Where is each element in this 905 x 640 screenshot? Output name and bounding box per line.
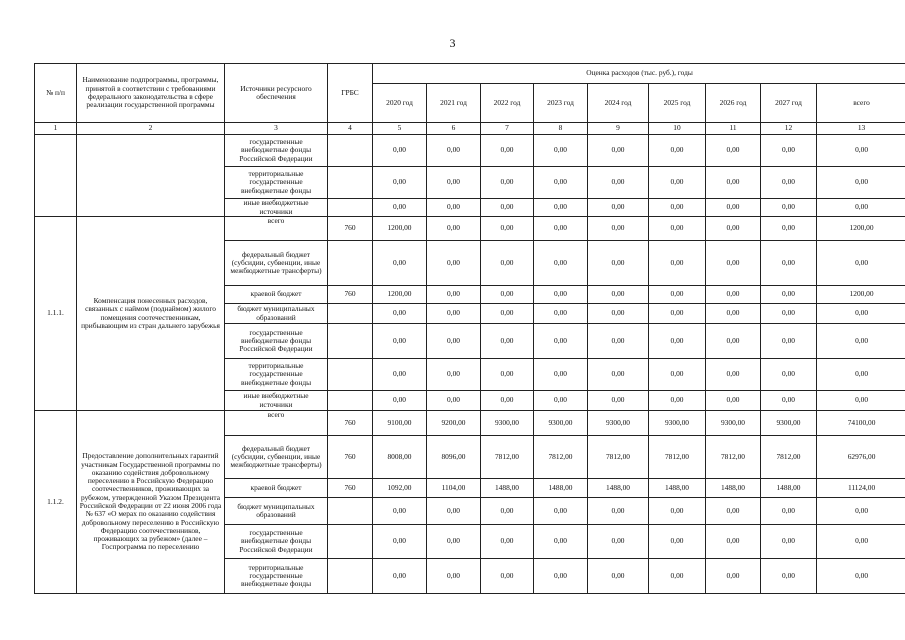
year-value: 0,00 xyxy=(427,167,481,199)
row-name: Компенсация понесенных расходов, связанных с наймом (поднаймом) жилого помещения соотечественникам, прибывающим из стран дальнего зарубежья xyxy=(77,217,225,411)
total-value: 0,00 xyxy=(817,525,905,559)
year-value: 0,00 xyxy=(534,217,588,241)
grbs-code xyxy=(328,498,373,525)
year-value: 0,00 xyxy=(427,304,481,324)
year-value: 0,00 xyxy=(534,167,588,199)
year-value: 0,00 xyxy=(588,304,649,324)
funding-source: краевой бюджет xyxy=(225,286,328,304)
year-value: 0,00 xyxy=(427,391,481,411)
column-number: 8 xyxy=(534,123,588,135)
grbs-code: 760 xyxy=(328,411,373,436)
year-value: 0,00 xyxy=(649,391,706,411)
year-value: 0,00 xyxy=(427,217,481,241)
year-value: 0,00 xyxy=(481,304,534,324)
year-value: 0,00 xyxy=(588,199,649,217)
column-number: 7 xyxy=(481,123,534,135)
year-value: 0,00 xyxy=(427,241,481,286)
funding-source: бюджет муниципальных образований xyxy=(225,498,328,525)
header-year: 2027 год xyxy=(761,84,817,123)
year-value: 0,00 xyxy=(706,559,761,594)
grbs-code: 760 xyxy=(328,286,373,304)
year-value: 7812,00 xyxy=(706,436,761,479)
grbs-code: 760 xyxy=(328,479,373,498)
budget-table xyxy=(34,63,905,594)
table-row xyxy=(35,411,905,436)
total-value: 74100,00 xyxy=(817,411,905,436)
year-value: 0,00 xyxy=(649,359,706,391)
year-value: 0,00 xyxy=(649,304,706,324)
year-value: 0,00 xyxy=(761,525,817,559)
year-value: 0,00 xyxy=(427,135,481,167)
row-number: 1.1.2. xyxy=(35,411,77,594)
year-value: 0,00 xyxy=(373,199,427,217)
year-value: 0,00 xyxy=(761,359,817,391)
total-value: 0,00 xyxy=(817,498,905,525)
funding-source: федеральный бюджет (субсидии, субвенции, иные межбюджетные трансферты) xyxy=(225,436,328,479)
year-value: 7812,00 xyxy=(649,436,706,479)
year-value: 0,00 xyxy=(427,286,481,304)
header-name: Наименование подпрограммы, программы, принятой в соответствии с требованиями федерального законодательства в сфере реализации государственной программы xyxy=(77,64,225,123)
year-value: 1488,00 xyxy=(761,479,817,498)
header-year: 2026 год xyxy=(706,84,761,123)
year-value: 0,00 xyxy=(588,559,649,594)
column-number: 5 xyxy=(373,123,427,135)
year-value: 9300,00 xyxy=(588,411,649,436)
grbs-code xyxy=(328,359,373,391)
column-number: 2 xyxy=(77,123,225,135)
funding-source: территориальные государственные внебюджетные фонды xyxy=(225,359,328,391)
year-value: 0,00 xyxy=(706,304,761,324)
funding-source: иные внебюджетные источники xyxy=(225,391,328,411)
year-value: 0,00 xyxy=(761,559,817,594)
year-value: 0,00 xyxy=(706,199,761,217)
year-value: 0,00 xyxy=(761,135,817,167)
year-value: 0,00 xyxy=(761,286,817,304)
year-value: 0,00 xyxy=(588,241,649,286)
table-row xyxy=(35,135,905,167)
year-value: 0,00 xyxy=(481,359,534,391)
year-value: 0,00 xyxy=(373,498,427,525)
row-number: 1.1.1. xyxy=(35,217,77,411)
year-value: 1488,00 xyxy=(649,479,706,498)
grbs-code: 760 xyxy=(328,217,373,241)
column-number: 11 xyxy=(706,123,761,135)
year-value: 0,00 xyxy=(481,525,534,559)
year-value: 0,00 xyxy=(761,241,817,286)
total-value: 0,00 xyxy=(817,167,905,199)
year-value: 0,00 xyxy=(534,324,588,359)
header-row-top xyxy=(35,64,905,84)
column-number: 4 xyxy=(328,123,373,135)
total-value: 0,00 xyxy=(817,359,905,391)
year-value: 0,00 xyxy=(761,167,817,199)
year-value: 9100,00 xyxy=(373,411,427,436)
year-value: 0,00 xyxy=(649,525,706,559)
year-value: 0,00 xyxy=(761,217,817,241)
grbs-code xyxy=(328,241,373,286)
header-year: 2025 год xyxy=(649,84,706,123)
year-value: 0,00 xyxy=(761,324,817,359)
year-value: 0,00 xyxy=(534,135,588,167)
table-body xyxy=(35,135,905,594)
grbs-code: 760 xyxy=(328,436,373,479)
year-value: 9300,00 xyxy=(706,411,761,436)
year-value: 0,00 xyxy=(373,167,427,199)
year-value: 9300,00 xyxy=(761,411,817,436)
funding-source: государственные внебюджетные фонды Российской Федерации xyxy=(225,525,328,559)
year-value: 0,00 xyxy=(373,304,427,324)
year-value: 0,00 xyxy=(481,217,534,241)
year-value: 7812,00 xyxy=(588,436,649,479)
column-number: 1 xyxy=(35,123,77,135)
page-number: 3 xyxy=(449,36,456,50)
year-value: 0,00 xyxy=(481,167,534,199)
year-value: 0,00 xyxy=(761,304,817,324)
header-estimate: Оценка расходов (тыс. руб.), годы xyxy=(373,64,905,84)
year-value: 0,00 xyxy=(373,135,427,167)
year-value: 0,00 xyxy=(588,167,649,199)
grbs-code xyxy=(328,167,373,199)
column-number-row xyxy=(35,123,905,135)
year-value: 7812,00 xyxy=(761,436,817,479)
year-value: 0,00 xyxy=(427,525,481,559)
grbs-code xyxy=(328,324,373,359)
year-value: 0,00 xyxy=(706,286,761,304)
year-value: 0,00 xyxy=(534,199,588,217)
year-value: 1488,00 xyxy=(588,479,649,498)
year-value: 9200,00 xyxy=(427,411,481,436)
header-year: 2023 год xyxy=(534,84,588,123)
year-value: 0,00 xyxy=(706,359,761,391)
year-value: 0,00 xyxy=(649,498,706,525)
header-num: № п/п xyxy=(35,64,77,123)
year-value: 9300,00 xyxy=(534,411,588,436)
funding-source: иные внебюджетные источники xyxy=(225,199,328,217)
funding-source: краевой бюджет xyxy=(225,479,328,498)
year-value: 0,00 xyxy=(649,135,706,167)
year-value: 0,00 xyxy=(427,199,481,217)
year-value: 8096,00 xyxy=(427,436,481,479)
header-grbs: ГРБС xyxy=(328,64,373,123)
year-value: 0,00 xyxy=(534,304,588,324)
year-value: 0,00 xyxy=(588,391,649,411)
year-value: 0,00 xyxy=(588,286,649,304)
total-value: 0,00 xyxy=(817,324,905,359)
year-value: 0,00 xyxy=(706,135,761,167)
grbs-code xyxy=(328,559,373,594)
year-value: 0,00 xyxy=(706,391,761,411)
year-value: 1200,00 xyxy=(373,217,427,241)
year-value: 0,00 xyxy=(481,498,534,525)
year-value: 0,00 xyxy=(481,559,534,594)
year-value: 0,00 xyxy=(373,559,427,594)
column-number: 3 xyxy=(225,123,328,135)
year-value: 9300,00 xyxy=(481,411,534,436)
year-value: 0,00 xyxy=(534,525,588,559)
funding-source: всего xyxy=(225,217,328,241)
year-value: 0,00 xyxy=(706,167,761,199)
year-value: 0,00 xyxy=(649,217,706,241)
year-value: 0,00 xyxy=(481,391,534,411)
year-value: 7812,00 xyxy=(481,436,534,479)
year-value: 0,00 xyxy=(481,324,534,359)
year-value: 1488,00 xyxy=(706,479,761,498)
total-value: 0,00 xyxy=(817,391,905,411)
row-name: Предоставление дополнительных гарантий участникам Государственной программы по оказанию содействия добровольному переселению в Российскую Федерацию соотечественников, проживающих за рубежом, утвержденной Указом Президента Российской Федерации от 22 июня 2006 года № 637 «О мерах по оказанию содействия добровольному переселению в Российскую Федерацию соотечественников, проживающих за рубежом» (далее – Госпрограмма по переселению xyxy=(77,411,225,594)
year-value: 0,00 xyxy=(706,525,761,559)
funding-source: территориальные государственные внебюджетные фонды xyxy=(225,559,328,594)
year-value: 0,00 xyxy=(649,199,706,217)
column-number: 12 xyxy=(761,123,817,135)
year-value: 0,00 xyxy=(373,241,427,286)
column-number: 6 xyxy=(427,123,481,135)
year-value: 0,00 xyxy=(534,359,588,391)
year-value: 1488,00 xyxy=(534,479,588,498)
column-number: 9 xyxy=(588,123,649,135)
year-value: 0,00 xyxy=(481,286,534,304)
funding-source: бюджет муниципальных образований xyxy=(225,304,328,324)
year-value: 0,00 xyxy=(649,324,706,359)
year-value: 0,00 xyxy=(534,286,588,304)
total-value: 0,00 xyxy=(817,241,905,286)
grbs-code xyxy=(328,525,373,559)
year-value: 0,00 xyxy=(534,559,588,594)
year-value: 0,00 xyxy=(588,359,649,391)
grbs-code xyxy=(328,391,373,411)
header-year: 2024 год xyxy=(588,84,649,123)
year-value: 0,00 xyxy=(427,324,481,359)
year-value: 0,00 xyxy=(427,359,481,391)
year-value: 1488,00 xyxy=(481,479,534,498)
year-value: 0,00 xyxy=(481,135,534,167)
year-value: 0,00 xyxy=(761,391,817,411)
year-value: 8008,00 xyxy=(373,436,427,479)
year-value: 0,00 xyxy=(706,498,761,525)
year-value: 0,00 xyxy=(373,324,427,359)
total-value: 62976,00 xyxy=(817,436,905,479)
year-value: 0,00 xyxy=(373,359,427,391)
grbs-code xyxy=(328,135,373,167)
total-value: 0,00 xyxy=(817,135,905,167)
header-total: всего xyxy=(817,84,905,123)
year-value: 0,00 xyxy=(481,241,534,286)
year-value: 0,00 xyxy=(588,135,649,167)
year-value: 0,00 xyxy=(649,559,706,594)
year-value: 0,00 xyxy=(534,498,588,525)
total-value: 0,00 xyxy=(817,304,905,324)
year-value: 7812,00 xyxy=(534,436,588,479)
total-value: 1200,00 xyxy=(817,217,905,241)
funding-source: всего xyxy=(225,411,328,436)
column-number: 13 xyxy=(817,123,905,135)
funding-source: федеральный бюджет (субсидии, субвенции, иные межбюджетные трансферты) xyxy=(225,241,328,286)
row-number xyxy=(35,135,77,217)
column-number: 10 xyxy=(649,123,706,135)
funding-source: государственные внебюджетные фонды Российской Федерации xyxy=(225,135,328,167)
grbs-code xyxy=(328,199,373,217)
year-value: 0,00 xyxy=(649,167,706,199)
year-value: 0,00 xyxy=(706,324,761,359)
year-value: 0,00 xyxy=(534,241,588,286)
year-value: 0,00 xyxy=(649,286,706,304)
year-value: 0,00 xyxy=(588,498,649,525)
year-value: 0,00 xyxy=(373,391,427,411)
year-value: 0,00 xyxy=(534,391,588,411)
header-source: Источники ресурсного обеспечения xyxy=(225,64,328,123)
total-value: 11124,00 xyxy=(817,479,905,498)
year-value: 0,00 xyxy=(427,559,481,594)
header-year: 2021 год xyxy=(427,84,481,123)
funding-source: территориальные государственные внебюджетные фонды xyxy=(225,167,328,199)
year-value: 1092,00 xyxy=(373,479,427,498)
year-value: 0,00 xyxy=(373,525,427,559)
year-value: 1200,00 xyxy=(373,286,427,304)
total-value: 0,00 xyxy=(817,199,905,217)
table-row xyxy=(35,217,905,241)
header-year: 2020 год xyxy=(373,84,427,123)
year-value: 9300,00 xyxy=(649,411,706,436)
year-value: 0,00 xyxy=(588,324,649,359)
year-value: 1104,00 xyxy=(427,479,481,498)
row-name xyxy=(77,135,225,217)
year-value: 0,00 xyxy=(761,199,817,217)
year-value: 0,00 xyxy=(588,525,649,559)
year-value: 0,00 xyxy=(588,217,649,241)
header-year: 2022 год xyxy=(481,84,534,123)
year-value: 0,00 xyxy=(761,498,817,525)
grbs-code xyxy=(328,304,373,324)
year-value: 0,00 xyxy=(481,199,534,217)
total-value: 0,00 xyxy=(817,559,905,594)
year-value: 0,00 xyxy=(706,241,761,286)
year-value: 0,00 xyxy=(649,241,706,286)
total-value: 1200,00 xyxy=(817,286,905,304)
year-value: 0,00 xyxy=(706,217,761,241)
funding-source: государственные внебюджетные фонды Российской Федерации xyxy=(225,324,328,359)
year-value: 0,00 xyxy=(427,498,481,525)
